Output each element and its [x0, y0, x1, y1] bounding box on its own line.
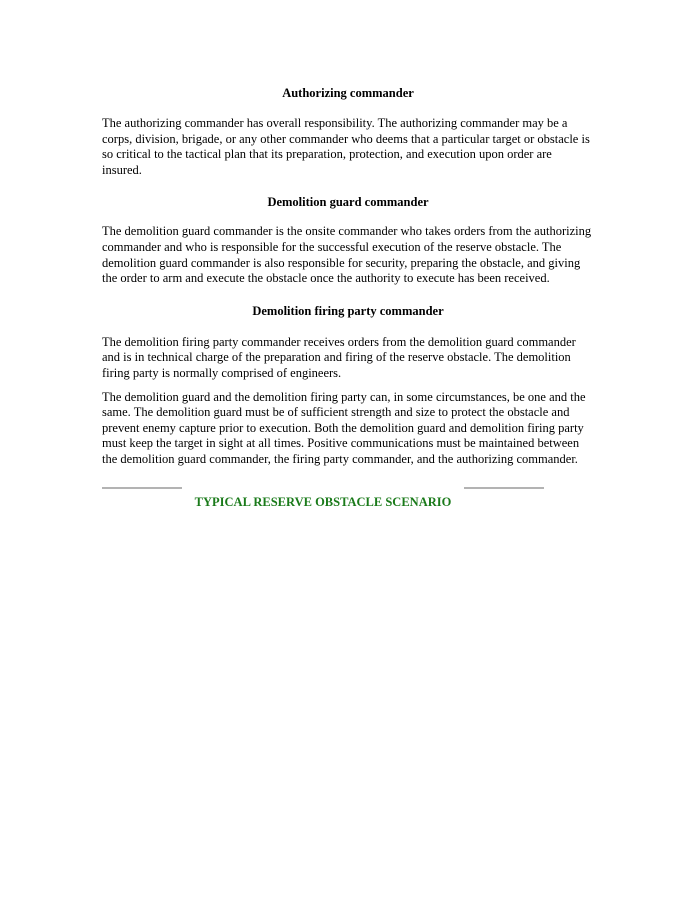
- paragraph-demolition-guard-and-firing-party: The demolition guard and the demolition firing party can, in some circumstances, be one and the same. The demolition guard must be of sufficient strength and size to protect the obstacle and prevent enemy capture prior to execution. Both the demolition guard and demolition firing party must keep the target in sight at all times. Positive communications must be maintained between the demolition guard commander, the firing party commander, and the authorizing commander.: [102, 389, 586, 466]
- banner-rule-left: [102, 487, 182, 489]
- section-heading-demolition-firing-party-commander: Demolition firing party commander: [252, 303, 444, 318]
- scenario-banner: [102, 473, 594, 509]
- banner-rule-right: [464, 487, 544, 489]
- paragraph-demolition-firing-party-commander: The demolition firing party commander receives orders from the demolition guard commander and is in technical charge of the preparation and firing of the reserve obstacle. The demolition firing party is normally comprised of engineers.: [102, 334, 576, 380]
- document-page: [102, 80, 594, 509]
- section-heading-demolition-guard-commander: Demolition guard commander: [267, 195, 429, 210]
- banner-title: TYPICAL RESERVE OBSTACLE SCENARIO: [194, 494, 452, 509]
- paragraph-demolition-guard-commander: The demolition guard commander is the onsite commander who takes orders from the authorizing commander and who is responsible for the successful execution of the reserve obstacle. The demolition guard commander is also responsible for security, preparing the obstacle, and giving the order to arm and execute the obstacle once the authority to execute has been received.: [102, 224, 592, 286]
- section-heading-authorizing-commander: Authorizing commander: [282, 86, 414, 100]
- paragraph-authorizing-commander: The authorizing commander has overall responsibility. The authorizing commander may be a corps, division, brigade, or any other commander who deems that a particular target or obstacle is so critical to the tactical plan that its preparation, protection, and execution upon order are insured.: [102, 116, 590, 177]
